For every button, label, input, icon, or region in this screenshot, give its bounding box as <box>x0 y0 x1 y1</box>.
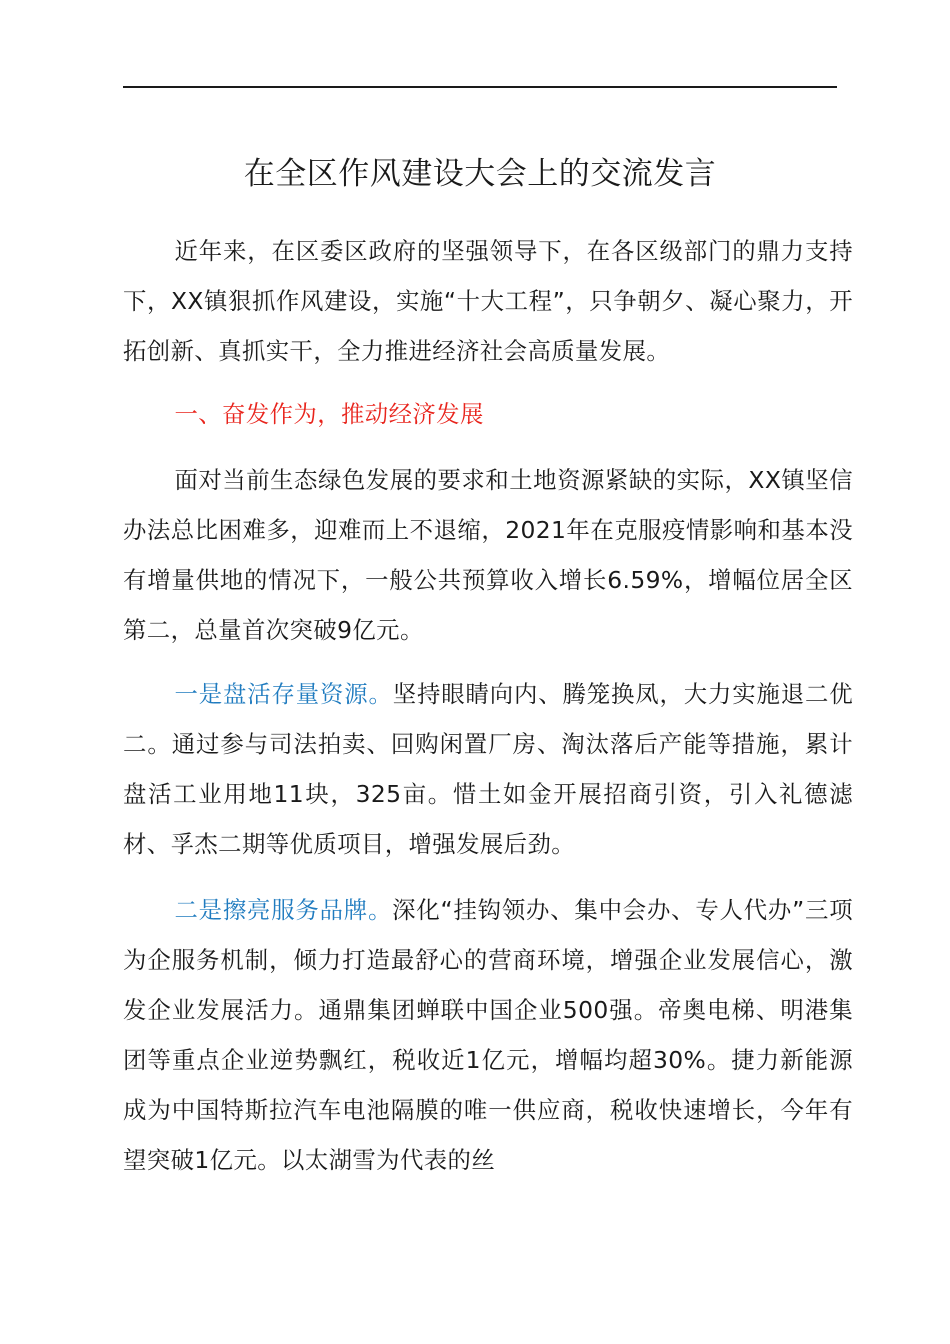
section-heading: 一、奋发作为，推动经济发展 <box>174 400 484 428</box>
section-body-paragraph: 面对当前生态绿色发展的要求和土地资源紧缺的实际，XX镇坚信办法总比困难多，迎难而上不退缩，2021年在克服疫情影响和基本没有增量供地的情况下，一般公共预算收入增长6.59%，增幅位居全区第二，总量首次突破9亿元。 <box>123 466 853 644</box>
item-two-body: 深化“挂钩领办、集中会办、专人代办”三项为企服务机制，倾力打造最舒心的营商环境，增强企业发展信心，激发企业发展活力。通鼎集团蝉联中国企业500强。帝奥电梯、明港集团等重点企业逆势飘红，税收近1亿元，增幅均超30%。捷力新能源成为中国特斯拉汽车电池隔膜的唯一供应商，税收快速增长，今年有望突破1亿元。以太湖雪为代表的丝 <box>123 896 853 1174</box>
intro-paragraph: 近年来，在区委区政府的坚强领导下，在各区级部门的鼎力支持下，XX镇狠抓作风建设，实施“十大工程”，只争朝夕、凝心聚力，开拓创新、真抓实干，全力推进经济社会高质量发展。 <box>123 237 853 365</box>
item-two-paragraph <box>123 885 853 1185</box>
item-one-body: 坚持眼睛向内、腾笼换凤，大力实施退二优二。通过参与司法拍卖、回购闲置厂房、淘汰落后产能等措施，累计盘活工业用地11块，325亩。惜土如金开展招商引资，引入礼德滤材、孚杰二期等优质项目，增强发展后劲。 <box>123 680 853 858</box>
page-title: 在全区作风建设大会上的交流发言 <box>243 156 717 192</box>
item-one-paragraph <box>123 669 853 869</box>
header-rule <box>123 86 837 88</box>
item-two-lead: 二是擦亮服务品牌。 <box>174 896 393 924</box>
item-one-lead: 一是盘活存量资源。 <box>174 680 393 708</box>
